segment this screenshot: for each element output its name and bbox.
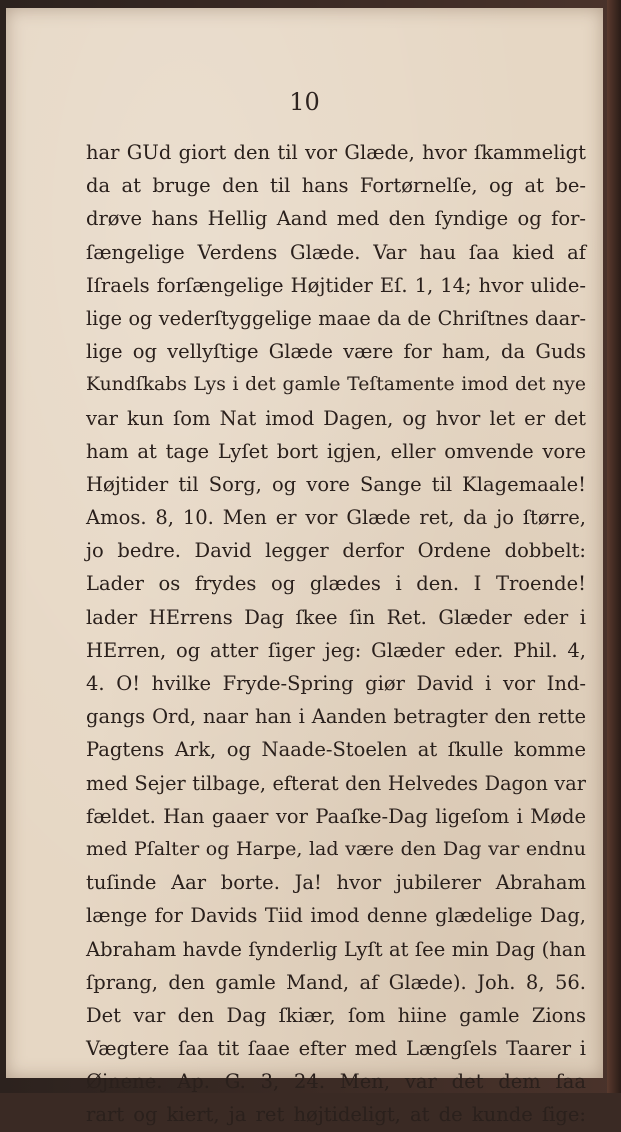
text-line: drøve hans Hellig Aand med den ſyndige og for- bbox=[86, 207, 586, 231]
text-line: Vægtere ſaa tit ſaae efter med Længſels Taarer i bbox=[86, 1037, 586, 1061]
text-line: HErren, og atter ſiger jeg: Glæder eder. Phil. 4, bbox=[86, 638, 586, 662]
text-line: Højtider til Sorg, og vore Sange til Klagemaale! bbox=[86, 472, 586, 496]
text-line: Lader os frydes og glædes i den. I Troende! bbox=[86, 572, 586, 596]
text-line: længe for Davids Tiid imod denne glædelige Dag, bbox=[86, 904, 586, 928]
text-line: Iſraels forſængelige Højtider Eſ. 1, 14; hvor ulide- bbox=[86, 273, 586, 297]
text-line: lige og vellyſtige Glæde være for ham, da Guds bbox=[86, 340, 586, 364]
book-binding-edge bbox=[607, 0, 621, 1093]
text-line: fældet. Han gaaer vor Paaſke-Dag ligeſom i Møde bbox=[86, 804, 586, 828]
text-line: 4. O! hvilke Fryde-Spring giør David i vor Ind- bbox=[86, 672, 586, 695]
text-line: har GUd giort den til vor Glæde, hvor ſkammeligt bbox=[86, 141, 586, 164]
text-line: tuſinde Aar borte. Ja! hvor jubilerer Abraham bbox=[86, 871, 586, 895]
text-line: gangs Ord, naar han i Aanden betragter den rette bbox=[86, 705, 586, 729]
text-line: ſængelige Verdens Glæde. Var hau ſaa kied af bbox=[86, 240, 586, 264]
text-line: Øjnene. Ap. G. 3, 24. Men, var det dem ſaa bbox=[86, 1070, 586, 1094]
text-line: da at bruge den til hans Fortørnelſe, og at be- bbox=[86, 174, 586, 198]
text-line: jo bedre. David legger derfor Ordene dobbelt: bbox=[86, 539, 586, 563]
text-line: Pagtens Ark, og Naade-Stoelen at ſkulle komme bbox=[86, 738, 586, 762]
body-text bbox=[86, 136, 586, 1132]
text-line: med Pſalter og Harpe, lad være den Dag var endnu bbox=[86, 837, 586, 860]
book-page bbox=[6, 8, 603, 1127]
text-line: Kundſkabs Lys i det gamle Teſtamente imod det nye bbox=[86, 374, 586, 396]
text-line: Amos. 8, 10. Men er vor Glæde ret, da jo ſtørre, bbox=[86, 506, 586, 530]
text-line: ham at tage Lyſet bort igjen, eller omvende vore bbox=[86, 439, 586, 463]
text-line: ſprang, den gamle Mand, af Glæde). Joh. 8, 56. bbox=[86, 970, 586, 994]
text-line: lige og vederſtyggelige maae da de Chriſtnes daar- bbox=[86, 306, 586, 330]
text-line: med Sejer tilbage, efterat den Helvedes Dagon var bbox=[86, 771, 586, 795]
text-line: Abraham havde ſynderlig Lyſt at ſee min Dag (han bbox=[86, 937, 586, 961]
page-number: 10 bbox=[289, 88, 320, 116]
text-line: var kun ſom Nat imod Dagen, og hvor let er det bbox=[86, 406, 586, 430]
text-line: Det var den Dag ſkiær, ſom hiine gamle Zions bbox=[86, 1003, 586, 1027]
text-line: rart og kiert, ja ret højtideligt, at de kunde ſige: bbox=[86, 1103, 586, 1127]
text-line: lader HErrens Dag ſkee ſin Ret. Glæder eder i bbox=[86, 605, 586, 629]
